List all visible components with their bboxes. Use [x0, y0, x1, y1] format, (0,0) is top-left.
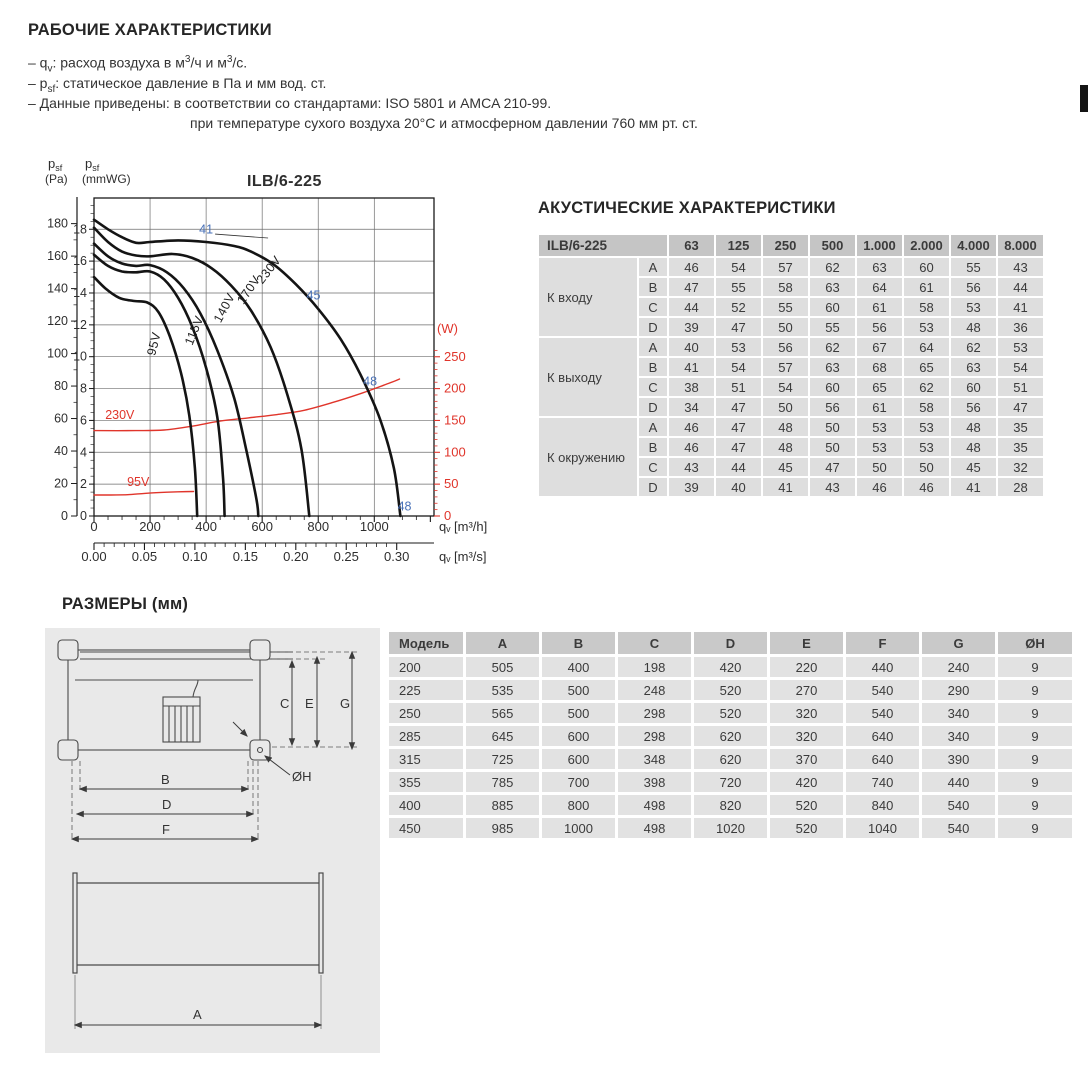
dims-row	[389, 772, 1072, 792]
level-value: 58	[904, 298, 949, 316]
level-value: 62	[810, 258, 855, 276]
mmwg-tick-label: 4	[80, 445, 87, 460]
pa-tick-label: 140	[47, 281, 68, 296]
dimension-value: 700	[542, 772, 615, 792]
pressure-axis-pa-label: $p_{sf}$	[48, 156, 63, 173]
dims-row	[389, 726, 1072, 746]
dimension-value: 540	[846, 680, 919, 700]
dimension-value: 220	[770, 657, 843, 677]
model-cell: 285	[389, 726, 463, 746]
flow-tick-label: 200	[139, 519, 161, 534]
level-value: 53	[998, 338, 1043, 356]
dims-column-header: A	[466, 632, 539, 654]
dimension-value: 640	[846, 749, 919, 769]
dimension-value: 9	[998, 818, 1072, 838]
level-value: 48	[763, 418, 808, 436]
level-value: 47	[716, 418, 761, 436]
pa-tick-label: 80	[54, 379, 68, 394]
dims-header-row	[389, 632, 1072, 654]
level-value: 47	[998, 398, 1043, 416]
level-value: 63	[810, 358, 855, 376]
frequency-header: 4.000	[951, 235, 996, 256]
level-value: 45	[763, 458, 808, 476]
noise-level-label: 48	[363, 374, 378, 389]
level-value: 53	[904, 318, 949, 336]
level-value: 64	[857, 278, 902, 296]
dim-label-c: C	[280, 696, 290, 711]
dimension-value: 600	[542, 726, 615, 746]
level-value: 41	[763, 478, 808, 496]
level-value: 62	[904, 378, 949, 396]
level-value: 53	[716, 338, 761, 356]
acoustic-table	[537, 233, 1045, 498]
direction-label: К выходу	[539, 338, 637, 416]
level-value: 43	[810, 478, 855, 496]
level-value: 51	[998, 378, 1043, 396]
mmwg-tick-label: 16	[73, 254, 87, 269]
dimension-value: 500	[542, 680, 615, 700]
frequency-header: 8.000	[998, 235, 1043, 256]
mmwg-tick-label: 10	[73, 349, 87, 364]
dimension-value: 785	[466, 772, 539, 792]
frequency-header: 500	[810, 235, 855, 256]
level-value: 35	[998, 438, 1043, 456]
level-value: 53	[951, 298, 996, 316]
frequency-header: 63	[669, 235, 714, 256]
spectrum-key: A	[639, 338, 667, 356]
dimension-value: 725	[466, 749, 539, 769]
dimension-value: 1000	[542, 818, 615, 838]
spec-conditions: при температуре сухого воздуха 20°C и атмосферном давлении 760 мм рт. ст.	[190, 115, 698, 131]
level-value: 63	[810, 278, 855, 296]
spectrum-key: B	[639, 358, 667, 376]
frequency-header: 125	[716, 235, 761, 256]
dimension-value: 398	[618, 772, 691, 792]
dimension-value: 520	[770, 818, 843, 838]
level-value: 62	[951, 338, 996, 356]
pa-tick-label: 0	[61, 509, 68, 523]
dimension-value: 440	[922, 772, 995, 792]
dim-label-f: F	[162, 822, 170, 837]
dimension-value: 240	[922, 657, 995, 677]
flow-tick-label: 0	[90, 519, 98, 534]
dimension-value: 498	[618, 818, 691, 838]
level-value: 67	[857, 338, 902, 356]
flow-tick-label: 600	[251, 519, 274, 534]
frequency-header: 250	[763, 235, 808, 256]
level-value: 40	[669, 338, 714, 356]
flow-tick-label: 400	[195, 519, 217, 534]
dims-column-header: D	[694, 632, 767, 654]
dimension-value: 540	[846, 703, 919, 723]
dimension-value: 565	[466, 703, 539, 723]
level-value: 55	[951, 258, 996, 276]
dimension-value: 720	[694, 772, 767, 792]
level-value: 55	[716, 278, 761, 296]
spectrum-key: C	[639, 458, 667, 476]
dims-column-header: ØH	[998, 632, 1072, 654]
power-curve-label: 230V	[105, 408, 135, 423]
level-value: 53	[857, 418, 902, 436]
dimension-value: 420	[694, 657, 767, 677]
watt-tick-label: 0	[444, 508, 452, 523]
dims-row	[389, 657, 1072, 677]
level-value: 61	[857, 398, 902, 416]
level-value: 57	[763, 258, 808, 276]
level-value: 41	[998, 298, 1043, 316]
watt-tick-label: 100	[444, 444, 466, 460]
level-value: 55	[810, 318, 855, 336]
acoustic-row	[539, 338, 1043, 356]
level-value: 47	[716, 318, 761, 336]
dimension-value: 540	[922, 818, 995, 838]
performance-title: РАБОЧИЕ ХАРАКТЕРИСТИКИ	[28, 21, 272, 39]
level-value: 53	[857, 438, 902, 456]
level-value: 53	[904, 418, 949, 436]
dimension-value: 320	[770, 703, 843, 723]
level-value: 50	[810, 418, 855, 436]
dimension-value: 1040	[846, 818, 919, 838]
dimension-drawing	[45, 628, 380, 1053]
dims-row	[389, 818, 1072, 838]
level-value: 35	[998, 418, 1043, 436]
pa-tick-label: 120	[47, 314, 68, 329]
level-value: 60	[810, 298, 855, 316]
level-value: 40	[716, 478, 761, 496]
dimension-value: 505	[466, 657, 539, 677]
spectrum-key: A	[639, 258, 667, 276]
dimension-value: 270	[770, 680, 843, 700]
level-value: 54	[716, 258, 761, 276]
flow-tick-label: 800	[307, 519, 330, 534]
fan-casing-outline	[68, 650, 293, 750]
level-value: 43	[998, 258, 1043, 276]
spectrum-key: D	[639, 398, 667, 416]
level-value: 56	[810, 398, 855, 416]
level-value: 48	[951, 318, 996, 336]
power-curve-label: 95V	[127, 475, 150, 490]
level-value: 47	[669, 278, 714, 296]
mmwg-tick-label: 12	[73, 317, 87, 332]
flow-s-tick-label: 0.10	[182, 549, 208, 564]
dimensions-table	[386, 629, 1075, 841]
performance-chart	[25, 150, 545, 590]
mmwg-tick-label: 6	[80, 413, 87, 428]
pa-tick-label: 60	[54, 411, 68, 426]
spectrum-key: D	[639, 318, 667, 336]
voltage-curve-label: 140V	[210, 290, 238, 325]
level-value: 50	[857, 458, 902, 476]
spec-airflow: – $q_v$: расход воздуха в $м^3/ч$ и $м^3/с$.	[28, 54, 248, 75]
dimension-value: 540	[922, 795, 995, 815]
noise-level-label: 48	[397, 499, 412, 514]
level-value: 54	[998, 358, 1043, 376]
dimension-value: 645	[466, 726, 539, 746]
dimension-value: 620	[694, 749, 767, 769]
pressure-axis-pa-label-unit: (Pa)	[45, 172, 68, 186]
level-value: 56	[857, 318, 902, 336]
watt-tick-label: 150	[444, 412, 466, 428]
level-value: 53	[904, 438, 949, 456]
level-value: 38	[669, 378, 714, 396]
watt-tick-label: 50	[444, 476, 459, 492]
level-value: 68	[857, 358, 902, 376]
acoustic-row	[539, 418, 1043, 436]
level-value: 46	[857, 478, 902, 496]
direction-label: К окружению	[539, 418, 637, 496]
spectrum-key: A	[639, 418, 667, 436]
level-value: 61	[857, 298, 902, 316]
flow-tick-label: 1000	[359, 519, 389, 534]
dimension-value: 9	[998, 680, 1072, 700]
spec-pressure: – $p_{sf}$: статическое давление в Па и мм вод. ст.	[28, 75, 327, 95]
pa-tick-label: 160	[47, 249, 68, 264]
level-value: 52	[716, 298, 761, 316]
dimension-value: 520	[694, 680, 767, 700]
dim-label-g: G	[340, 696, 351, 711]
dimension-drawing-panel	[45, 628, 380, 1053]
level-value: 57	[763, 358, 808, 376]
level-value: 43	[669, 458, 714, 476]
mmwg-tick-label: 2	[80, 477, 87, 492]
dims-column-header: Модель	[389, 632, 463, 654]
dim-label-oh: ØH	[292, 769, 312, 784]
dim-label-a: A	[193, 1007, 202, 1022]
mmwg-tick-label: 8	[80, 381, 87, 396]
dimension-value: 340	[922, 726, 995, 746]
level-value: 60	[904, 258, 949, 276]
chart-title: ILB/6-225	[247, 173, 322, 190]
dimension-value: 9	[998, 795, 1072, 815]
level-value: 54	[716, 358, 761, 376]
acoustic-header-row	[539, 235, 1043, 256]
dimension-value: 290	[922, 680, 995, 700]
dimension-value: 640	[846, 726, 919, 746]
dimension-value: 9	[998, 726, 1072, 746]
level-value: 50	[763, 398, 808, 416]
flow-s-tick-label: 0.00	[81, 549, 107, 564]
level-value: 58	[763, 278, 808, 296]
flow-axis-label: qᵥ [m³/h]	[439, 519, 488, 534]
level-value: 60	[951, 378, 996, 396]
dimension-value: 440	[846, 657, 919, 677]
level-value: 50	[763, 318, 808, 336]
dimension-value: 400	[542, 657, 615, 677]
dims-column-header: G	[922, 632, 995, 654]
level-value: 47	[716, 398, 761, 416]
pa-tick-label: 20	[54, 476, 68, 491]
frequency-header: 2.000	[904, 235, 949, 256]
flow-s-tick-label: 0.20	[283, 549, 309, 564]
level-value: 51	[716, 378, 761, 396]
dimension-value: 600	[542, 749, 615, 769]
flow-s-tick-label: 0.05	[131, 549, 158, 564]
level-value: 39	[669, 318, 714, 336]
level-value: 55	[763, 298, 808, 316]
dim-label-d: D	[162, 797, 172, 812]
mmwg-tick-label: 0	[80, 509, 87, 523]
level-value: 46	[669, 438, 714, 456]
dimension-value: 298	[618, 726, 691, 746]
level-value: 44	[998, 278, 1043, 296]
level-value: 28	[998, 478, 1043, 496]
model-cell: 400	[389, 795, 463, 815]
voltage-curve-label: 95V	[144, 330, 164, 358]
direction-label: К входу	[539, 258, 637, 336]
spectrum-key: B	[639, 278, 667, 296]
dims-row	[389, 703, 1072, 723]
level-value: 41	[669, 358, 714, 376]
spectrum-key: D	[639, 478, 667, 496]
level-value: 54	[763, 378, 808, 396]
dimension-value: 9	[998, 657, 1072, 677]
dimension-value: 840	[846, 795, 919, 815]
model-cell: 225	[389, 680, 463, 700]
voltage-curve-label: 170V	[234, 273, 264, 307]
spectrum-key: C	[639, 378, 667, 396]
dimension-value: 420	[770, 772, 843, 792]
dimension-value: 535	[466, 680, 539, 700]
level-value: 44	[669, 298, 714, 316]
dimension-value: 500	[542, 703, 615, 723]
level-value: 50	[904, 458, 949, 476]
acoustic-row	[539, 258, 1043, 276]
spec-standards: – Данные приведены: в соответствии со стандартами: ISO 5801 и AMCA 210-99.	[28, 95, 552, 111]
pa-tick-label: 180	[47, 216, 68, 231]
frequency-header: 1.000	[857, 235, 902, 256]
level-value: 56	[763, 338, 808, 356]
pressure-axis-mmwg-label-unit: (mmWG)	[82, 172, 131, 186]
dimension-value: 985	[466, 818, 539, 838]
level-value: 61	[904, 278, 949, 296]
dims-column-header: B	[542, 632, 615, 654]
model-cell: 200	[389, 657, 463, 677]
dimensions-title: РАЗМЕРЫ (мм)	[62, 595, 189, 613]
watt-tick-label: 250	[444, 348, 466, 364]
level-value: 56	[951, 278, 996, 296]
dimension-value: 820	[694, 795, 767, 815]
dimension-value: 885	[466, 795, 539, 815]
level-value: 60	[810, 378, 855, 396]
flow-s-tick-label: 0.25	[333, 549, 359, 564]
level-value: 65	[904, 358, 949, 376]
dimension-value: 298	[618, 703, 691, 723]
level-value: 46	[904, 478, 949, 496]
voltage-curve-label: 115V	[182, 313, 207, 348]
dimension-value: 520	[770, 795, 843, 815]
level-value: 48	[951, 418, 996, 436]
spectrum-key: B	[639, 438, 667, 456]
spectrum-key: C	[639, 298, 667, 316]
watt-tick-label: 200	[444, 380, 466, 396]
dims-row	[389, 680, 1072, 700]
level-value: 64	[904, 338, 949, 356]
level-value: 47	[810, 458, 855, 476]
noise-level-label: 45	[306, 288, 321, 303]
dimension-value: 9	[998, 703, 1072, 723]
level-value: 32	[998, 458, 1043, 476]
dimension-value: 520	[694, 703, 767, 723]
dims-row	[389, 795, 1072, 815]
level-value: 45	[951, 458, 996, 476]
dimension-value: 498	[618, 795, 691, 815]
level-value: 62	[810, 338, 855, 356]
dimension-value: 9	[998, 772, 1072, 792]
level-value: 58	[904, 398, 949, 416]
mmwg-tick-label: 18	[73, 222, 87, 237]
level-value: 36	[998, 318, 1043, 336]
dimension-value: 9	[998, 749, 1072, 769]
level-value: 63	[951, 358, 996, 376]
duct-body-outline	[73, 873, 323, 973]
acoustic-title: АКУСТИЧЕСКИЕ ХАРАКТЕРИСТИКИ	[538, 199, 836, 217]
voltage-curve-label: 230V	[253, 253, 284, 287]
level-value: 47	[716, 438, 761, 456]
level-value: 34	[669, 398, 714, 416]
dims-column-header: F	[846, 632, 919, 654]
page-edge-tab	[1080, 85, 1088, 112]
acoustic-model-header: ILB/6-225	[539, 235, 667, 256]
flow-s-tick-label: 0.15	[232, 549, 259, 564]
model-cell: 355	[389, 772, 463, 792]
dimension-value: 320	[770, 726, 843, 746]
dims-column-header: E	[770, 632, 843, 654]
level-value: 48	[763, 438, 808, 456]
watt-axis-label: (W)	[437, 321, 458, 336]
dimension-value: 348	[618, 749, 691, 769]
dimension-value: 620	[694, 726, 767, 746]
dimension-value: 740	[846, 772, 919, 792]
dims-row	[389, 749, 1072, 769]
model-cell: 315	[389, 749, 463, 769]
dimension-value: 248	[618, 680, 691, 700]
level-value: 46	[669, 258, 714, 276]
pressure-axis-mmwg-label: $p_{sf}$	[85, 156, 100, 173]
level-value: 39	[669, 478, 714, 496]
level-value: 63	[857, 258, 902, 276]
dimension-value: 390	[922, 749, 995, 769]
flow-s-axis-label: qᵥ [m³/s]	[439, 549, 487, 564]
dim-label-e: E	[305, 696, 314, 711]
flow-s-tick-label: 0.30	[384, 549, 410, 564]
pa-tick-label: 100	[47, 346, 68, 361]
level-value: 44	[716, 458, 761, 476]
dimension-value: 370	[770, 749, 843, 769]
level-value: 48	[951, 438, 996, 456]
dim-label-b: B	[161, 772, 170, 787]
dimension-value: 800	[542, 795, 615, 815]
level-value: 46	[669, 418, 714, 436]
level-value: 65	[857, 378, 902, 396]
mmwg-tick-label: 14	[73, 285, 87, 300]
dimension-value: 198	[618, 657, 691, 677]
dimension-value: 1020	[694, 818, 767, 838]
dims-column-header: C	[618, 632, 691, 654]
noise-level-label: 41	[199, 222, 214, 237]
level-value: 56	[951, 398, 996, 416]
pa-tick-label: 40	[54, 444, 68, 459]
model-cell: 250	[389, 703, 463, 723]
dimension-value: 340	[922, 703, 995, 723]
level-value: 50	[810, 438, 855, 456]
level-value: 41	[951, 478, 996, 496]
model-cell: 450	[389, 818, 463, 838]
